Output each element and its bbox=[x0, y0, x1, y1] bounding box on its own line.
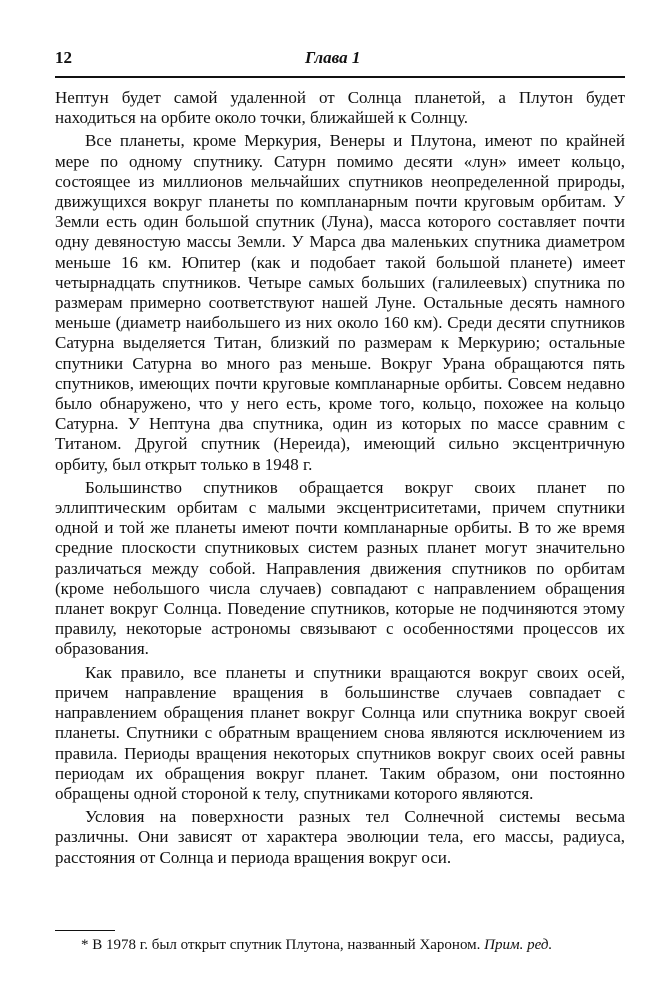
paragraph-continued: Нептун будет самой удаленной от Солнца планетой, а Плутон будет находиться на орбите около точки, ближайшей к Солнцу. bbox=[55, 88, 625, 128]
paragraph: Все планеты, кроме Меркурия, Венеры и Плутона, имеют по крайней мере по одному спутнику. Сатурн помимо десяти «лун» имеет кольцо, состоящее из миллионов мельчайших спутников неопределенной природы, движущихся вокруг планеты по компланарным почти круговым орбитам. У Земли есть один большой спутник (Луна), масса которого составляет почти одну девяностую массы Земли. У Марса два маленьких спутника диаметром меньше 16 км. Юпитер (как и подобает такой большой планете) имеет четырнадцать спутников. Четыре самых больших (галилеевых) спутника по размерам примерно соответствуют нашей Луне. Остальные десять намного меньше (диаметр наибольшего из них около 160 км). Среди десяти спутников Сатурна выделяется Титан, близкий по размерам к Меркурию; остальные спутники Сатурна во много раз меньше. Вокруг Урана обращаются пять спутников, имеющих почти круговые компланарные орбиты. Совсем недавно было обнаружено, что у него есть, кроме того, кольцо, похожее на кольцо Сатурна. У Нептуна два спутника, один из которых по массе сравним с Титаном. Другой спутник (Нереида), имеющий сильно эксцентричную орбиту, был открыт только в 1948 г. bbox=[55, 131, 625, 474]
page-body bbox=[55, 88, 625, 871]
footnote bbox=[55, 936, 625, 954]
paragraph: Как правило, все планеты и спутники вращаются вокруг своих осей, причем направление вращения в большинстве случаев совпадает с направлением обращения планет вокруг Солнца или спутника вокруг своей планеты. Спутники с обратным вращением снова являются исключением из правила. Периоды вращения некоторых спутников вокруг своих осей равны периодам их обращения вокруг планет. Таким образом, они постоянно обращены одной стороной к телу, спутниками которого являются. bbox=[55, 662, 625, 803]
footnote-rule bbox=[55, 930, 115, 931]
paragraph: Условия на поверхности разных тел Солнечной системы весьма различны. Они зависят от характера эволюции тела, его массы, радиуса, расстояния от Солнца и периода вращения вокруг оси. bbox=[55, 807, 625, 867]
paragraph: Большинство спутников обращается вокруг своих планет по эллиптическим орбитам с малыми эксцентриситетами, причем спутники одной и той же планеты имеют почти компланарные орбиты. В то же время средние плоскости спутниковых систем разных планет могут значительно различаться между собой. Направления движения спутников по орбитам (кроме небольшого числа случаев) совпадают с направлением обращения планет вокруг Солнца. Поведение спутников, которые не подчиняются этому правилу, некоторые астрономы связывают с особенностями процессов их образования. bbox=[55, 477, 625, 659]
chapter-title: Глава 1 bbox=[305, 48, 361, 67]
footnote-text: * В 1978 г. был открыт спутник Плутона, названный Хароном. bbox=[81, 937, 481, 953]
header-rule bbox=[55, 76, 625, 78]
footnote-editor-note: Прим. ред. bbox=[484, 937, 553, 953]
page-number: 12 bbox=[55, 48, 72, 67]
running-header bbox=[55, 48, 625, 72]
